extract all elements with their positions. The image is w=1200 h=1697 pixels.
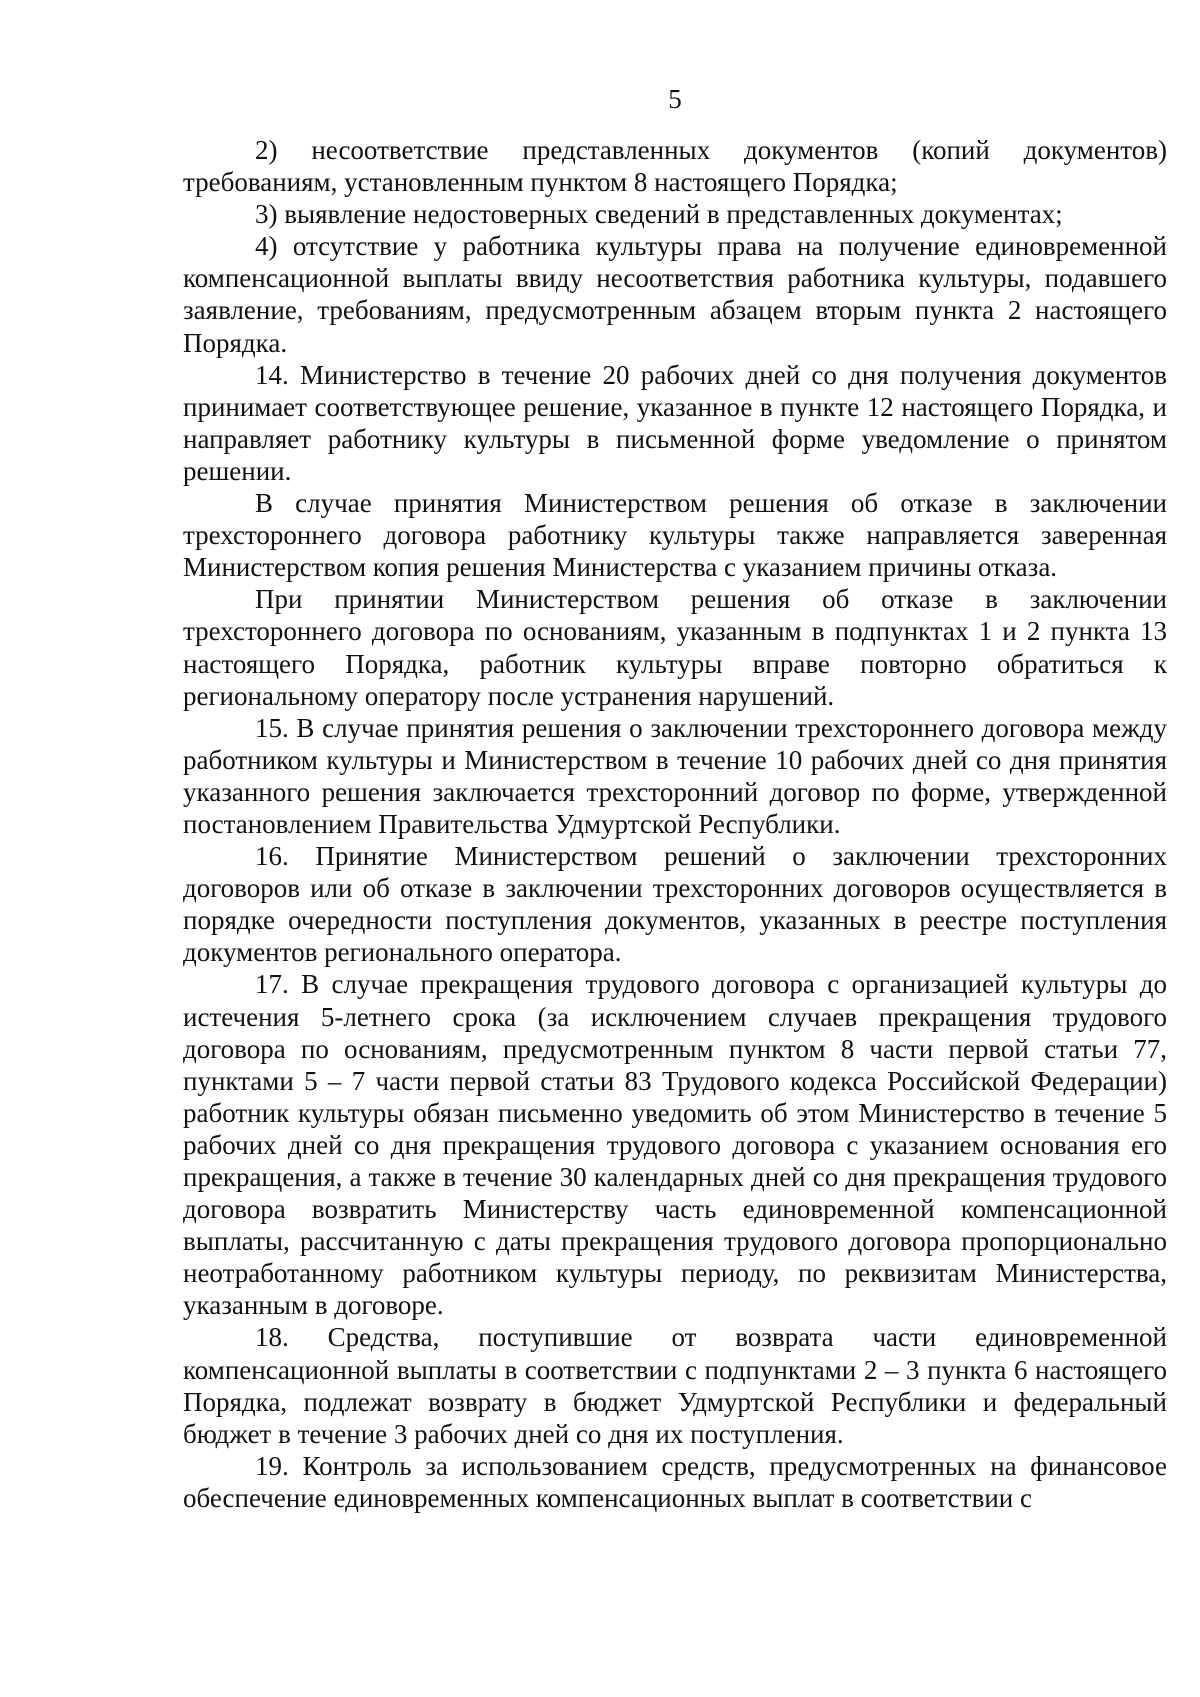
paragraph-subitem-3: 3) выявление недостоверных сведений в представленных документах; bbox=[255, 199, 1063, 230]
page-number: 5 bbox=[668, 84, 682, 114]
paragraph-item-16: 16. Принятие Министерством решений о заключении трехсторонних договоров или об отказе в заключении трехсторонних договоров осуществляется в порядке очередности поступления документов, указанных в реестре поступления документов регионального оператора. bbox=[183, 841, 1167, 968]
paragraph-item-17: 17. В случае прекращения трудового договора с организацией культуры до истечения 5-летнего срока (за исключением случаев прекращения трудового договора по основаниям, предусмотренным пунктом 8 части первой статьи 77, пунктами 5 – 7 части первой статьи 83 Трудового кодекса Российской Федерации) работник культуры обязан письменно уведомить об этом Министерство в течение 5 рабочих дней со дня прекращения трудового договора с указанием основания его прекращения, а также в течение 30 календарных дней со дня прекращения трудового договора возвратить Министерству часть единовременной компенсационной выплаты, рассчитанную с даты прекращения трудового договора пропорционально неотработанному работником культуры периоду, по реквизитам Министерства, указанным в договоре. bbox=[183, 969, 1167, 1321]
document-body bbox=[183, 134, 1167, 1514]
paragraph-item-14: 14. Министерство в течение 20 рабочих дней со дня получения документов принимает соответствующее решение, указанное в пункте 12 настоящего Порядка, и направляет работнику культуры в письменной форме уведомление о принятом решении. bbox=[183, 359, 1167, 486]
paragraph-refusal-notice: В случае принятия Министерством решения об отказе в заключении трехстороннего договора работнику культуры также направляется заверенная Министерством копия решения Министерства с указанием причины отказа. bbox=[183, 488, 1167, 583]
paragraph-item-15: 15. В случае принятия решения о заключении трехстороннего договора между работником культуры и Министерством в течение 10 рабочих дней со дня принятия указанного решения заключается трехсторонний договор по форме, утвержденной постановлением Правительства Удмуртской Республики. bbox=[183, 712, 1167, 839]
paragraph-item-18: 18. Средства, поступившие от возврата части единовременной компенсационной выплаты в соответствии с подпунктами 2 – 3 пункта 6 настоящего Порядка, подлежат возврату в бюджет Удмуртской Республики и федеральный бюджет в течение 3 рабочих дней со дня их поступления. bbox=[183, 1322, 1167, 1449]
paragraph-reapply: При принятии Министерством решения об отказе в заключении трехстороннего договора по основаниям, указанным в подпунктах 1 и 2 пункта 13 настоящего Порядка, работник культуры вправе повторно обратиться к региональному оператору после устранения нарушений. bbox=[183, 584, 1167, 711]
paragraph-subitem-4: 4) отсутствие у работника культуры права на получение единовременной компенсационной выплаты ввиду несоответствия работника культуры, подавшего заявление, требованиям, предусмотренным абзацем вторым пункта 2 настоящего Порядка. bbox=[183, 231, 1167, 358]
paragraph-subitem-2: 2) несоответствие представленных документов (копий документов) требованиям, установленным пунктом 8 настоящего Порядка; bbox=[183, 135, 1167, 198]
paragraph-item-19: 19. Контроль за использованием средств, предусмотренных на финансовое обеспечение единовременных компенсационных выплат в соответствии с bbox=[183, 1450, 1167, 1513]
